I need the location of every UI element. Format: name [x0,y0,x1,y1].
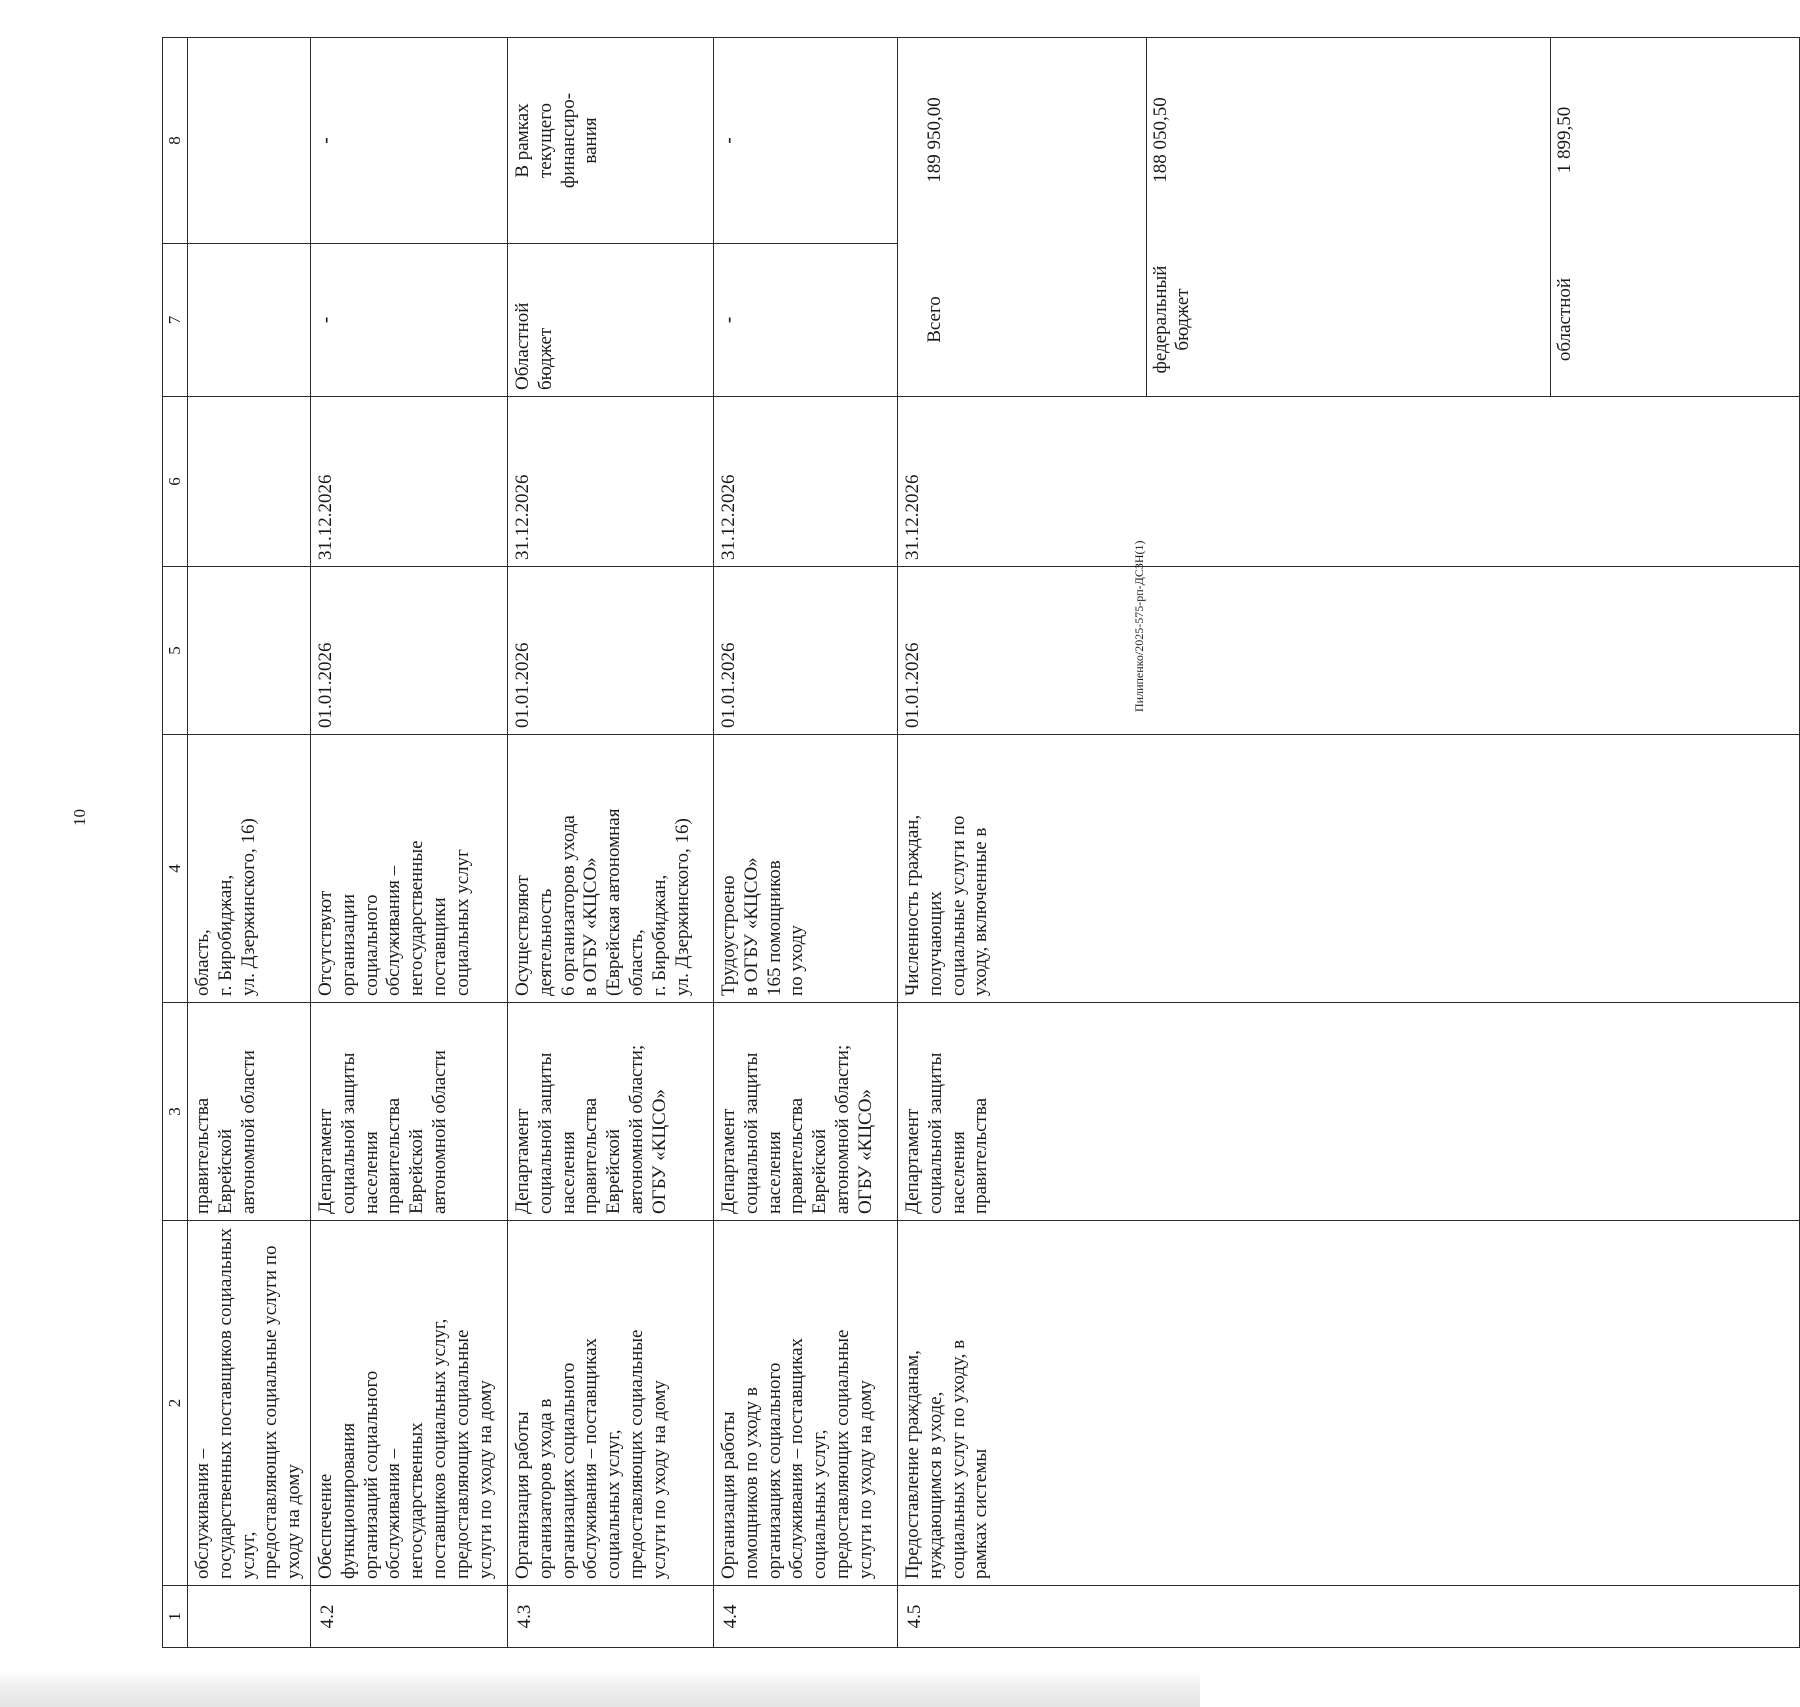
cell-result: область, г. Биробиджан, ул. Дзержинского, 16) [188,735,311,1003]
cell-funding-source [188,244,311,397]
cell-number: 4.3 [507,1586,713,1648]
cell-number [188,1586,311,1648]
cell-result: Отсутствуют организации социального обслуживания – негосударственные поставщики социальных услуг [310,735,507,1003]
header-cell-2: 2 [163,1221,188,1586]
cell-responsible: Департамент социальной защиты населения правительства Еврейской автономной области [310,1003,507,1221]
funding-subtable [921,37,1776,396]
cell-funding-amount: - [310,38,507,244]
cell-end-date [188,397,311,567]
funding-amount: 188 050,50 [1146,37,1550,243]
cell-start-date: 01.01.2026 [713,567,897,735]
cell-end-date: 31.12.2026 [713,397,897,567]
cell-start-date: 01.01.2026 [897,567,1799,735]
cell-funding-source: - [310,244,507,397]
header-cell-7: 7 [163,244,188,397]
cell-funding-amount [188,38,311,244]
cell-funding-amount: В рамках текущего финансиро- вания [507,38,713,244]
cell-number: 4.2 [310,1586,507,1648]
cell-result: Осуществляют деятельность 6 организаторов ухода в ОГБУ «КЦСО» (Еврейская автономная область, г. Биробиджан, ул. Дзержинского, 16) [507,735,713,1003]
funding-row [1550,37,1775,396]
funding-source: Всего [921,243,1146,396]
cell-responsible: Департамент социальной защиты населения правительства Еврейской автономной области; ОГБУ «КЦСО» [507,1003,713,1221]
cell-activity: Организация работы помощников по уходу в организациях социального обслуживания – поставщиках социальных услуг, предоставляющих социальные услуги по уходу на дому [713,1221,897,1586]
page-number: 10 [70,809,89,826]
cell-start-date [188,567,311,735]
header-cell-4: 4 [163,735,188,1003]
activities-table [162,37,1800,1648]
header-cell-1: 1 [163,1586,188,1648]
header-cell-8: 8 [163,38,188,244]
table-row-4-5 [897,38,1799,1648]
cell-end-date: 31.12.2026 [310,397,507,567]
header-cell-3: 3 [163,1003,188,1221]
cell-funding-amount: - [713,38,897,244]
cell-funding-source: Областной бюджет [507,244,713,397]
cell-number: 4.5 [897,1586,1799,1648]
footer-code: Пилипенко/2025-575-рп-ДСЗН(1) [1132,540,1146,712]
cell-responsible: Департамент социальной защиты населения правительства Еврейской автономной области; ОГБУ «КЦСО» [713,1003,897,1221]
header-row [163,38,188,1648]
funding-subtable-cell [897,38,1799,397]
funding-amount: 1 899,50 [1553,106,1575,174]
header-cell-6: 6 [163,397,188,567]
funding-source: федеральный бюджет [1146,243,1550,396]
table-row-continuation [188,38,311,1648]
cell-funding-source: - [713,244,897,397]
cell-start-date: 01.01.2026 [507,567,713,735]
table-row-4-3 [507,38,713,1648]
cell-number: 4.4 [713,1586,897,1648]
funding-source: областной [1553,277,1575,362]
table-row-4-4 [713,38,897,1648]
cell-result: Трудоустроено в ОГБУ «КЦСО» 165 помощников по уходу [713,735,897,1003]
cell-end-date: 31.12.2026 [507,397,713,567]
scan-edge-noise [0,1670,1200,1707]
cell-start-date: 01.01.2026 [310,567,507,735]
funding-row [1146,37,1550,396]
cell-responsible: правительства Еврейской автономной области [188,1003,311,1221]
header-cell-5: 5 [163,567,188,735]
cell-activity: Организация работы организаторов ухода в организациях социального обслуживания – поставщиках социальных услуг, предоставляющих социальные услуги по уходу на дому [507,1221,713,1586]
cell-activity: Предоставление гражданам, нуждающимся в уходе, социальных услуг по уходу, в рамках системы [897,1221,1799,1586]
cell-activity: Обеспечение функционирования организаций социального обслуживания – негосударственных поставщиков социальных услуг, предоставляющих социальные услуги по уходу на дому [310,1221,507,1586]
table-row-4-2 [310,38,507,1648]
funding-row [921,37,1146,396]
funding-amount: 189 950,00 [921,37,1146,243]
cell-activity: обслуживания – государственных поставщиков социальных услуг, предоставляющих социальные услуги по уходу на дому [188,1221,311,1586]
cell-result: Численность граждан, получающих социальные услуги по уходу, включенные в [897,735,1799,1003]
cell-responsible: Департамент социальной защиты населения правительства [897,1003,1799,1221]
cell-end-date: 31.12.2026 [897,397,1799,567]
